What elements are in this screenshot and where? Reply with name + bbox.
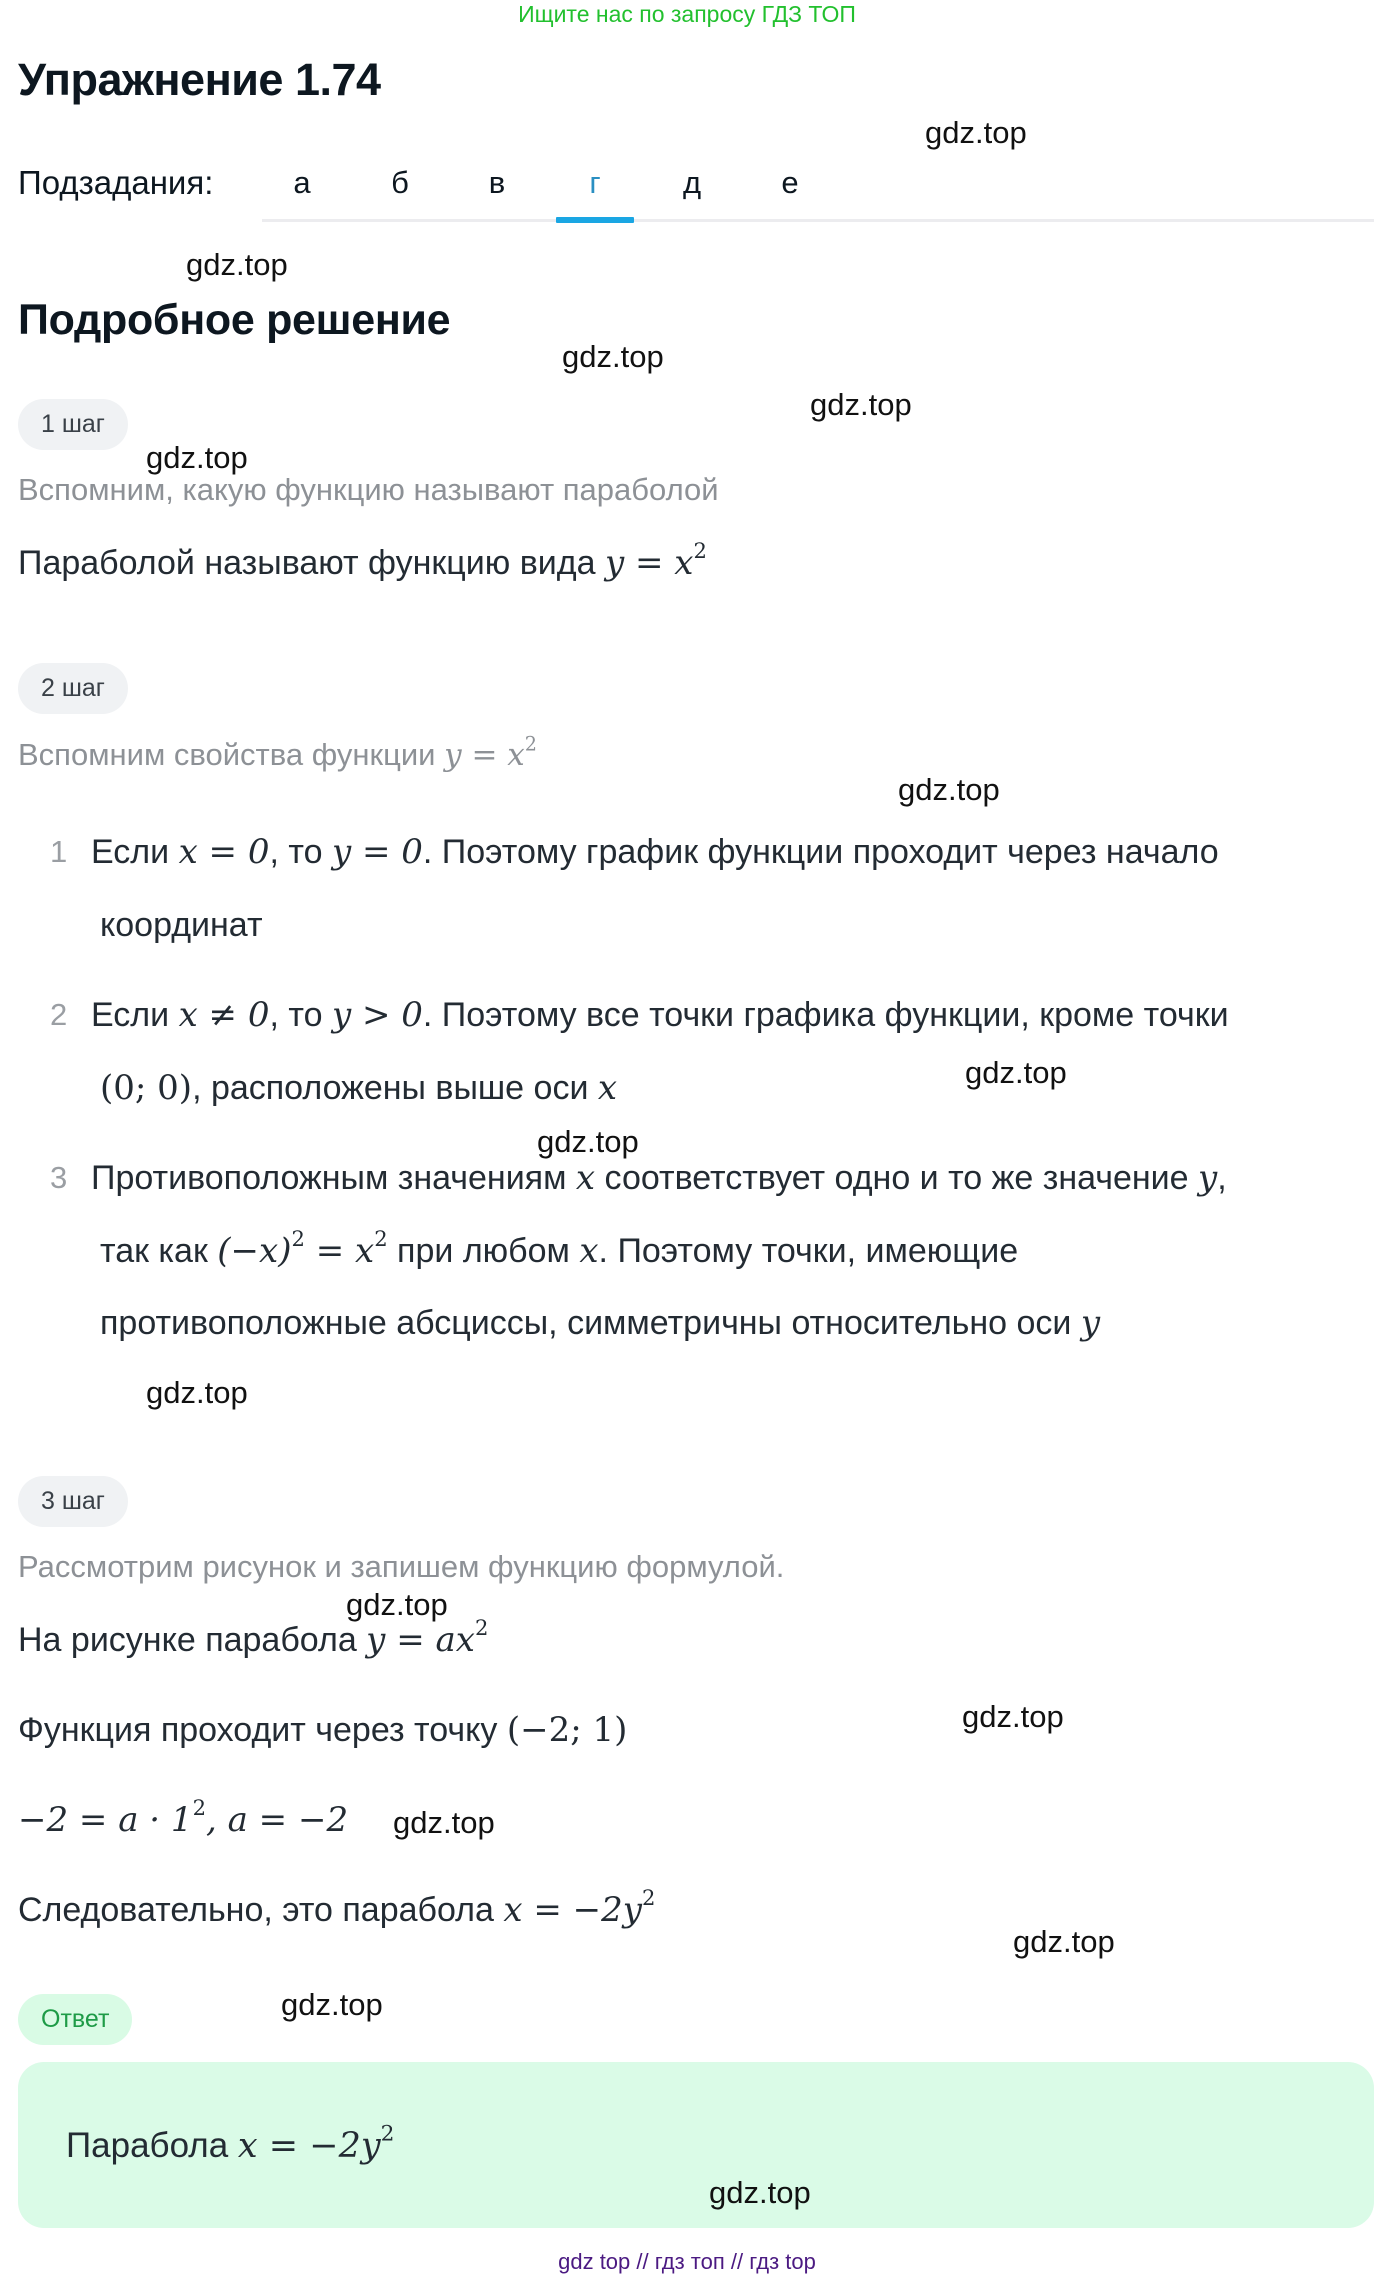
- text: противоположные абсциссы, симметричны относительно оси: [100, 1304, 1081, 1342]
- text: . Поэтому график функции проходит через начало: [422, 833, 1219, 871]
- text: так как: [100, 1232, 218, 1270]
- formula: y = x: [444, 737, 525, 773]
- tab-a[interactable]: а: [293, 165, 311, 200]
- text: ,: [1217, 1159, 1227, 1197]
- formula: x: [575, 1158, 596, 1198]
- step-1-badge: 1 шаг: [18, 399, 128, 450]
- exponent: 2: [474, 1615, 489, 1641]
- footer-links[interactable]: gdz top // гдз топ // гдз top: [558, 2249, 816, 2274]
- tab-v[interactable]: в: [488, 165, 506, 200]
- formula: y: [1080, 1303, 1101, 1343]
- step-1-hint: Вспомним, какую функцию называют параболой: [18, 472, 719, 507]
- step-2-hint: [18, 732, 537, 775]
- watermark: gdz.top: [709, 2175, 811, 2210]
- list-number: 3: [50, 1160, 68, 1195]
- answer-text: [66, 2121, 395, 2168]
- text: при любом: [387, 1232, 580, 1270]
- formula: (−x): [217, 1231, 292, 1271]
- formula: x: [597, 1068, 618, 1108]
- list-number: 1: [50, 834, 68, 869]
- step-1-text: [18, 538, 707, 585]
- step-3-line-4: [18, 1885, 656, 1932]
- watermark: gdz.top: [146, 440, 248, 475]
- text: Функция проходит через точку: [18, 1711, 507, 1749]
- exponent: 2: [641, 1885, 656, 1911]
- formula: y: [1198, 1158, 1218, 1198]
- watermark: gdz.top: [898, 772, 1000, 807]
- text: Если: [91, 833, 179, 871]
- step-2-badge: 2 шаг: [18, 663, 128, 714]
- search-banner: Ищите нас по запросу ГДЗ ТОП: [518, 1, 856, 27]
- step-3-hint: Рассмотрим рисунок и запишем функцию формулой.: [18, 1549, 785, 1584]
- tab-d[interactable]: д: [682, 165, 702, 200]
- list-item-continuation: [100, 1226, 1019, 1273]
- formula: = x: [304, 1231, 375, 1271]
- text: На рисунке парабола: [18, 1621, 367, 1659]
- answer-badge: Ответ: [18, 1994, 132, 2045]
- list-item: [91, 993, 1229, 1037]
- watermark: gdz.top: [537, 1124, 639, 1159]
- solution-heading: Подробное решение: [18, 296, 451, 344]
- list-item-continuation: координат: [100, 906, 263, 944]
- list-item: [91, 830, 1219, 874]
- step-3-line-1: [18, 1615, 489, 1662]
- subtasks-label: Подзадания:: [18, 164, 214, 201]
- watermark: gdz.top: [810, 387, 912, 422]
- formula: y = x: [604, 543, 694, 583]
- formula: x: [579, 1231, 599, 1271]
- list-item: [91, 1156, 1227, 1200]
- list-item-continuation: [100, 1301, 1100, 1345]
- watermark: gdz.top: [146, 1375, 248, 1410]
- text: Вспомним свойства функции: [18, 737, 445, 772]
- text: . Поэтому все точки графика функции, кроме точки: [422, 996, 1229, 1034]
- formula: , a = −2: [205, 1800, 349, 1840]
- text: Противоположным значениям: [91, 1159, 576, 1197]
- text: Парабола: [66, 2126, 238, 2165]
- watermark: gdz.top: [962, 1699, 1064, 1734]
- watermark: gdz.top: [965, 1055, 1067, 1090]
- watermark: gdz.top: [281, 1987, 383, 2022]
- formula: y = ax: [366, 1620, 475, 1660]
- watermark: gdz.top: [346, 1587, 448, 1622]
- exponent: 2: [374, 1226, 388, 1252]
- formula: x ≠ 0: [178, 995, 270, 1035]
- tab-b[interactable]: б: [391, 165, 409, 200]
- step-3-badge: 3 шаг: [18, 1476, 128, 1527]
- step-3-line-3: [18, 1795, 349, 1842]
- watermark: gdz.top: [393, 1805, 495, 1840]
- formula: −2 = a · 1: [18, 1800, 193, 1840]
- formula: x = 0: [178, 832, 270, 872]
- tab-g[interactable]: г: [589, 165, 601, 200]
- active-tab-indicator: [556, 217, 634, 223]
- watermark: gdz.top: [1013, 1924, 1115, 1959]
- text: , то: [269, 996, 332, 1034]
- exponent: 2: [524, 732, 537, 756]
- text: Если: [91, 996, 179, 1034]
- formula: x = −2y: [237, 2126, 381, 2166]
- list-number: 2: [50, 997, 68, 1032]
- list-item-continuation: [100, 1066, 617, 1110]
- formula: y > 0: [331, 995, 423, 1035]
- text: , то: [269, 833, 332, 871]
- formula: y = 0: [331, 832, 423, 872]
- text: соответствует одно и то же значение: [595, 1159, 1199, 1197]
- page-title: Упражнение 1.74: [18, 54, 381, 105]
- text: Параболой называют функцию вида: [18, 544, 605, 582]
- watermark: gdz.top: [186, 247, 288, 282]
- exponent: 2: [380, 2121, 395, 2147]
- watermark: gdz.top: [562, 339, 664, 374]
- tabs-divider: [262, 219, 1374, 222]
- exponent: 2: [693, 538, 707, 564]
- formula: (0; 0): [100, 1068, 193, 1108]
- formula: x = −2y: [503, 1890, 642, 1930]
- formula: (−2; 1): [506, 1710, 628, 1750]
- step-3-line-2: [18, 1708, 627, 1752]
- text: Следовательно, это парабола: [18, 1891, 504, 1929]
- text: , расположены выше оси: [192, 1069, 598, 1107]
- exponent: 2: [291, 1226, 305, 1252]
- exponent: 2: [192, 1795, 206, 1821]
- text: . Поэтому точки, имеющие: [598, 1232, 1019, 1270]
- tab-e[interactable]: е: [781, 165, 799, 200]
- watermark: gdz.top: [925, 115, 1027, 150]
